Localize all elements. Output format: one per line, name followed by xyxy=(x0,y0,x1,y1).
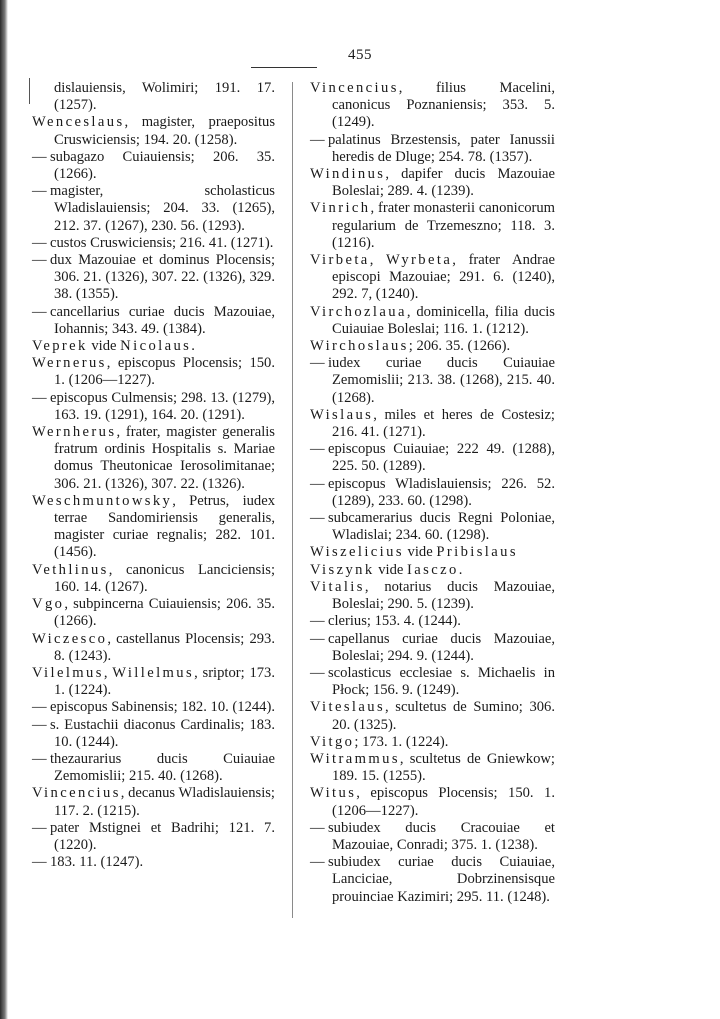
entry-text: magister, scholasticus Wladislauiensis; 204. 33. (1265), 212. 37. (1267), 230. 56. (1293). xyxy=(50,183,275,234)
entry-text: subiudex ducis Cracouiae et Mazouiae, Conradi; 375. 1. (1238). xyxy=(328,819,555,853)
index-entry xyxy=(310,785,555,819)
subentry-dash: — xyxy=(32,819,47,836)
entry-text: 183. 11. (1247). xyxy=(50,854,144,871)
index-entry xyxy=(32,338,275,355)
index-entry xyxy=(310,304,555,338)
headword: Vincencius xyxy=(32,785,121,802)
entry-text: ; 173. 1. (1224). xyxy=(354,733,449,750)
subentry-dash: — xyxy=(310,664,325,681)
headword: Vilelmus xyxy=(32,664,104,681)
entry-text: ; 206. 35. (1266). xyxy=(408,338,511,355)
index-subentry xyxy=(32,717,275,751)
headword: Veprek xyxy=(32,338,88,355)
entry-text: , episcopus Plocensis; 150. 1. (1206—1227). xyxy=(54,355,275,389)
index-subentry xyxy=(32,699,275,716)
entry-text: palatinus Brzestensis, pater Ianussii heredis de Dluge; 254. 78. (1357). xyxy=(328,131,555,165)
entry-text: , frater monasterii canonicorum regularium de Trzemeszno; 118. 3. (1216). xyxy=(332,200,555,251)
column-divider xyxy=(292,82,293,918)
entry-text: s. Eustachii diaconus Cardinalis; 183. 10. (1244). xyxy=(50,716,275,750)
entry-text: , episcopus Plocensis; 150. 1. (1206—1227). xyxy=(332,785,555,819)
headword: Witrammus xyxy=(310,750,400,767)
headword: Wiszelicius xyxy=(310,544,404,561)
index-subentry xyxy=(32,751,275,785)
index-subentry xyxy=(32,252,275,304)
index-subentry xyxy=(310,613,555,630)
entry-text: , scultetus de Gniewkow; 189. 15. (1255). xyxy=(332,750,555,785)
entry-text: cancellarius curiae ducis Mazouiae, Iohannis; 343. 49. (1384). xyxy=(50,303,275,337)
entry-text: vide xyxy=(87,338,121,355)
index-entry xyxy=(310,734,555,751)
subentry-dash: — xyxy=(32,252,47,269)
headword: Vethlinus xyxy=(32,561,109,578)
subentry-dash: — xyxy=(32,854,47,871)
index-entry xyxy=(310,562,555,579)
subentry-dash: — xyxy=(32,303,47,320)
entry-text-tail: , frater Andrae episcopi Mazouiae; 291. 6. (1240), 292. 7, (1240). xyxy=(332,252,555,303)
entry-text: subcamerarius ducis Regni Poloniae, Wladislai; 234. 60. (1298). xyxy=(328,510,555,544)
index-entry xyxy=(310,699,555,733)
index-entry xyxy=(32,785,275,819)
index-entry xyxy=(32,665,275,699)
index-subentry xyxy=(310,665,555,699)
index-entry xyxy=(32,355,275,389)
headword: Wiczesco xyxy=(32,630,108,647)
margin-mark xyxy=(29,78,30,104)
subentry-dash: — xyxy=(310,854,325,871)
entry-text-tail: , sriptor; 173. 1. (1224). xyxy=(54,664,275,699)
entry-text: , xyxy=(103,664,113,681)
headword: Weschmuntowsky xyxy=(32,492,173,509)
headword: Wernerus xyxy=(32,355,107,372)
entry-text: capellanus curiae ducis Mazouiae, Boleslai; 294. 9. (1244). xyxy=(328,630,555,664)
headword-variant: Iasczo xyxy=(407,561,459,578)
headword: Virchozlaua xyxy=(310,303,407,320)
subentry-dash: — xyxy=(32,148,47,165)
entry-text: , castellanus Plocensis; 293. 8. (1243). xyxy=(54,630,275,664)
subentry-dash: — xyxy=(310,355,325,372)
entry-text: , dapifer ducis Mazouiae Boleslai; 289. 4. (1239). xyxy=(332,166,555,200)
subentry-dash: — xyxy=(310,475,325,492)
subentry-dash: — xyxy=(32,699,47,716)
headword: Windinus xyxy=(310,166,386,183)
subentry-dash: — xyxy=(32,716,47,733)
entry-text: episcopus Culmensis; 298. 13. (1279), 163. 19. (1291), 164. 20. (1291). xyxy=(50,389,275,423)
entry-text: dislauiensis, Wolimiri; 191. 17. (1257). xyxy=(54,80,275,114)
index-subentry xyxy=(310,476,555,510)
headword: Wirchoslaus xyxy=(310,338,409,355)
index-entry xyxy=(310,544,555,561)
entry-text: , Petrus, iudex terrae Sandomiriensis generalis, magister curiae regnalis; 282. 101. (1456). xyxy=(54,492,275,561)
index-subentry xyxy=(32,854,275,871)
subentry-dash: — xyxy=(310,819,325,836)
entry-text: thezaurarius ducis Cuiauiae Zemomislii; 215. 40. (1268). xyxy=(50,750,275,785)
index-entry xyxy=(32,631,275,665)
entry-text-tail: . xyxy=(458,561,463,578)
entry-text: , miles et heres de Costesiz; 216. 41. (1271). xyxy=(332,406,555,441)
entry-text: , scultetus de Sumino; 306. 20. (1325). xyxy=(332,699,555,733)
index-subentry xyxy=(32,149,275,183)
entry-text: vide xyxy=(403,544,437,561)
subentry-dash: — xyxy=(32,183,47,200)
headword: Witus xyxy=(310,785,357,802)
headword: Vitalis xyxy=(310,578,365,595)
index-subentry xyxy=(310,631,555,665)
headword-variant: Willelmus xyxy=(112,664,195,681)
subentry-dash: — xyxy=(310,510,325,527)
headword-variant: Wyrbeta xyxy=(386,252,453,269)
subentry-dash: — xyxy=(310,131,325,148)
headword-variant: Nicolaus xyxy=(120,338,192,355)
index-entry xyxy=(310,338,555,355)
index-entry xyxy=(32,596,275,630)
entry-text: subagazo Cuiauiensis; 206. 35. (1266). xyxy=(50,148,275,183)
entry-text: episcopus Sabinensis; 182. 10. (1244). xyxy=(50,699,275,716)
page-number-rule xyxy=(251,67,317,68)
headword: Vitgo xyxy=(310,733,355,750)
page-number: 455 xyxy=(348,47,372,63)
subentry-dash: — xyxy=(310,613,325,630)
entry-text: , notarius ducis Mazouiae, Boleslai; 290. 5. (1239). xyxy=(332,578,555,613)
index-entry xyxy=(310,407,555,441)
entry-text: , magister, praepositus Cruswiciensis; 194. 20. (1258). xyxy=(54,114,275,148)
index-entry xyxy=(32,562,275,596)
entry-text: , subpincerna Cuiauiensis; 206. 35. (1266). xyxy=(54,596,275,630)
index-entry xyxy=(310,252,555,304)
headword: Wenceslaus xyxy=(32,114,125,131)
index-entry xyxy=(310,579,555,613)
headword: Viteslaus xyxy=(310,699,386,716)
index-column-left xyxy=(32,80,275,871)
entry-text: dux Mazouiae et dominus Plocensis; 306. 21. (1326), 307. 22. (1326), 329. 38. (1355). xyxy=(50,252,275,303)
index-entry xyxy=(310,80,555,132)
entry-text: vide xyxy=(374,561,408,578)
entry-text: subiudex curiae ducis Cuiauiae, Lanciciae, Dobrzinensisque prouinciae Kazimiri; 295. 11. (1248). xyxy=(328,854,555,905)
index-entry xyxy=(310,166,555,200)
entry-text: iudex curiae ducis Cuiauiae Zemomislii; 213. 38. (1268), 215. 40. (1268). xyxy=(328,355,555,406)
index-entry xyxy=(32,493,275,562)
entry-text: clerius; 153. 4. (1244). xyxy=(328,613,461,630)
entry-text: custos Cruswiciensis; 216. 41. (1271). xyxy=(50,234,274,251)
subentry-dash: — xyxy=(32,389,47,406)
index-entry xyxy=(32,114,275,148)
index-entry xyxy=(310,200,555,252)
index-subentry xyxy=(32,235,275,252)
index-subentry xyxy=(310,510,555,544)
index-subentry xyxy=(310,132,555,166)
index-subentry xyxy=(32,183,275,235)
entry-text: pater Mstignei et Badrihi; 121. 7. (1220). xyxy=(50,819,275,853)
subentry-dash: — xyxy=(310,630,325,647)
headword: Wernherus xyxy=(32,424,117,441)
subentry-dash: — xyxy=(32,234,47,251)
index-entry xyxy=(310,751,555,785)
headword: Viszynk xyxy=(310,561,375,578)
entry-text: , dominicella, filia ducis Cuiauiae Boleslai; 116. 1. (1212). xyxy=(332,303,555,337)
index-subentry xyxy=(310,854,555,906)
index-subentry xyxy=(32,820,275,854)
index-subentry xyxy=(310,355,555,407)
headword-variant: Pribislaus xyxy=(436,544,518,561)
scan-edge-shadow xyxy=(0,0,8,1019)
index-column-right xyxy=(310,80,555,906)
headword: Virbeta xyxy=(310,252,370,269)
headword: Vinrich xyxy=(310,200,371,217)
entry-text-tail: . xyxy=(191,338,195,355)
index-entry xyxy=(32,424,275,493)
index-subentry xyxy=(310,820,555,854)
entry-text: , xyxy=(369,252,387,269)
entry-text: episcopus Wladislauiensis; 226. 52. (1289), 233. 60. (1298). xyxy=(328,475,555,509)
entry-text: episcopus Cuiauiae; 222 49. (1288), 225. 50. (1289). xyxy=(328,441,555,475)
entry-text: , canonicus Lanciciensis; 160. 14. (1267). xyxy=(54,561,275,595)
entry-text: scolasticus ecclesiae s. Michaelis in Płock; 156. 9. (1249). xyxy=(328,664,555,699)
entry-text: , filius Macelini, canonicus Poznaniensis; 353. 5. (1249). xyxy=(332,80,555,131)
headword: Vincencius xyxy=(310,80,399,96)
subentry-dash: — xyxy=(32,750,47,767)
index-subentry xyxy=(310,441,555,475)
headword: Vgo xyxy=(32,596,65,613)
entry-text: , frater, magister generalis fratrum ordinis Hospitalis s. Mariae domus Theutonicae Ierosolimitanae; 306. 21. (1326), 307. 22. (1326). xyxy=(54,424,275,492)
subentry-dash: — xyxy=(310,441,325,458)
entry-text: , decanus Wladislauiensis; 117. 2. (1215). xyxy=(54,785,275,819)
headword: Wislaus xyxy=(310,406,374,423)
index-subentry xyxy=(32,304,275,338)
index-entry-continuation xyxy=(32,80,275,114)
index-subentry xyxy=(32,390,275,424)
